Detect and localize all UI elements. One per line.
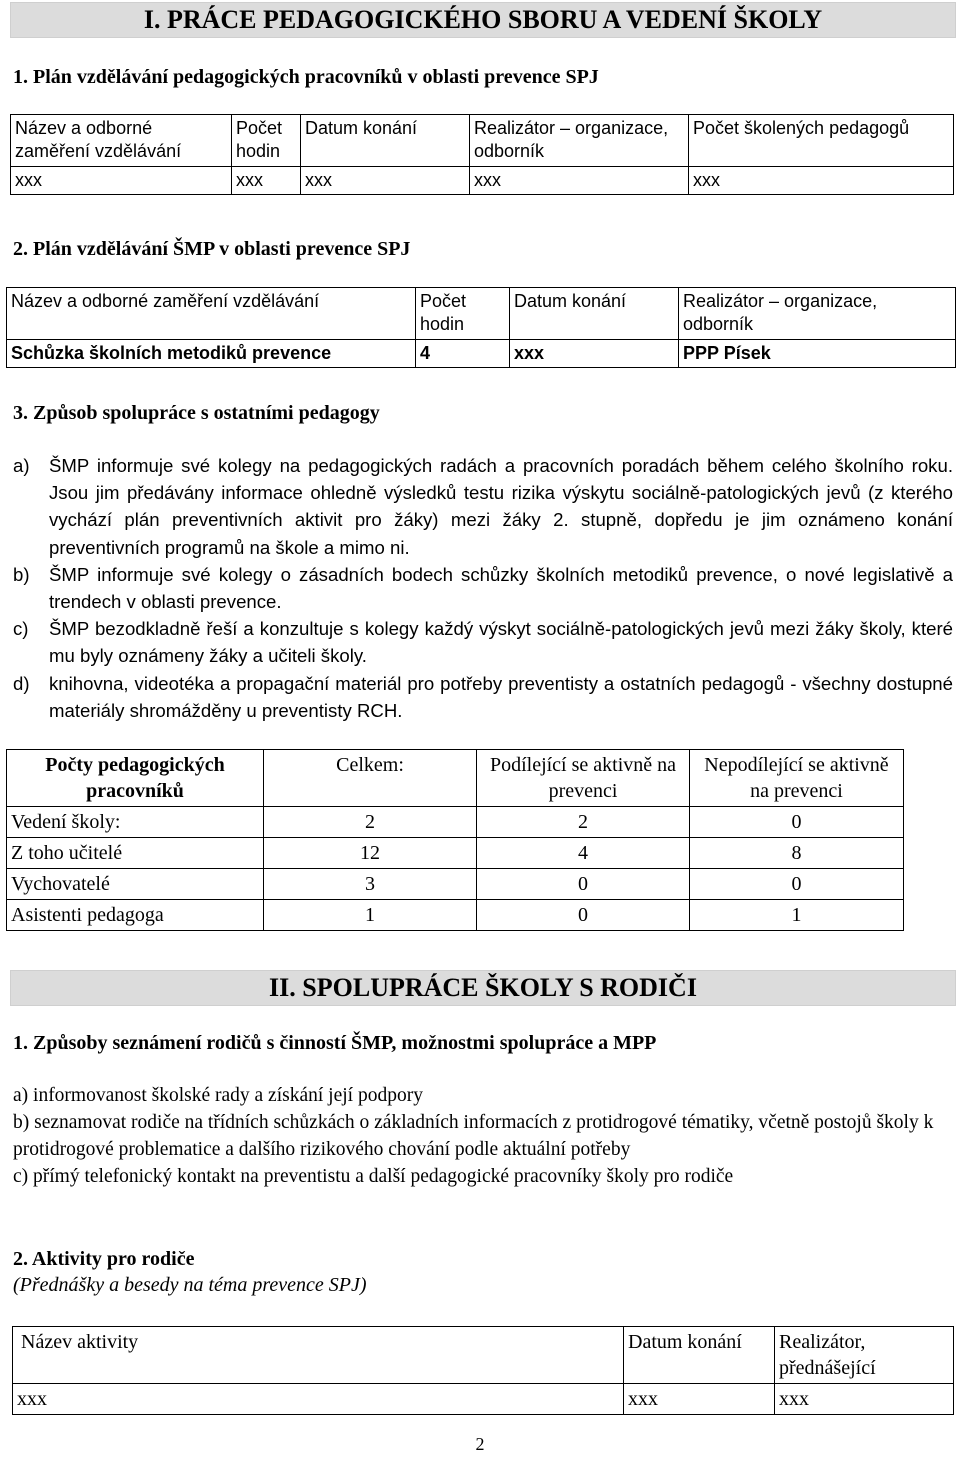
table-cell: 12 (264, 838, 477, 869)
table-cell: xxx (689, 166, 954, 194)
table-cell: Z toho učitelé (7, 838, 264, 869)
list-item: c) přímý telefonický kontakt na preventistu a další pedagogické pracovníky školy pro rodiče (13, 1165, 734, 1187)
parent-information-list (13, 1083, 943, 1191)
table-header-cell: Název a odborné zaměření vzdělávání (7, 288, 416, 340)
table-cell: 8 (690, 838, 904, 869)
heading-parent-information: 1. Způsoby seznámení rodičů s činností ŠMP, možnostmi spolupráce a MPP (13, 1032, 657, 1054)
table-cell: 0 (477, 900, 690, 931)
table-header-row (13, 1327, 954, 1384)
table-header-cell: Datum konání (624, 1327, 775, 1384)
cooperation-list (13, 452, 953, 724)
table-header-cell: Počet hodin (416, 288, 510, 340)
table-cell: xxx (13, 1384, 624, 1415)
table-cell: 1 (264, 900, 477, 931)
heading-plan-pedagogues: 1. Plán vzdělávání pedagogických pracovníků v oblasti prevence SPJ (13, 66, 599, 88)
table-parent-activities (12, 1326, 954, 1415)
table-header-cell: Realizátor – organizace, odborník (470, 115, 689, 167)
table-cell: Vychovatelé (7, 869, 264, 900)
table-cell: 4 (416, 339, 510, 367)
table-cell: xxx (775, 1384, 954, 1415)
list-text: knihovna, videotéka a propagační materiál pro potřeby preventisty a ostatních pedagogů - všechny dostupné materiály shromážděny u preventisty RCH. (49, 672, 953, 721)
table-cell: xxx (624, 1384, 775, 1415)
list-text: ŠMP informuje své kolegy na pedagogických radách a pracovních poradách během celého školního roku. Jsou jim předávány informace ohledně výsledků testu rizika výskytu sociálně-patologických jevů (z kterého vychází plán preventivních aktivit pro žáky) mezi žáky 2. stupně, dopředu je jim oznámeno konání preventivních programů na škole a mimo ni. (49, 455, 953, 558)
list-item: a) informovanost školské rady a získání její podpory (13, 1085, 423, 1106)
table-header-cell: Počty pedagogických pracovníků (7, 750, 264, 807)
list-item (13, 452, 953, 561)
table-header-cell: Celkem: (264, 750, 477, 807)
table-header-cell: Realizátor, přednášející (775, 1327, 954, 1384)
table-header-cell: Datum konání (510, 288, 679, 340)
heading-cooperation: 3. Způsob spolupráce s ostatními pedagogy (13, 402, 380, 424)
table-cell: 3 (264, 869, 477, 900)
table-cell: xxx (301, 166, 470, 194)
table-cell: 0 (477, 869, 690, 900)
table-cell: 2 (477, 807, 690, 838)
list-text: ŠMP informuje své kolegy o zásadních bodech schůzky školních metodiků prevence, o nové legislativě a trendech v oblasti prevence. (49, 563, 953, 613)
table-pedagogue-training (10, 114, 954, 195)
table-header-cell: Název a odborné zaměření vzdělávání (11, 115, 232, 167)
table-cell: xxx (232, 166, 301, 194)
table-cell: PPP Písek (679, 339, 956, 367)
table-row (7, 838, 904, 869)
table-header-row (11, 115, 954, 167)
list-text: ŠMP bezodkladně řeší a konzultuje s kolegy každý výskyt sociálně-patologických jevů mezi žáky školy, které mu byly oznámeny žáky a učiteli školy. (49, 618, 953, 667)
table-header-cell: Nepodílející se aktivně na prevenci (690, 750, 904, 807)
list-item (13, 615, 953, 669)
table-row (7, 807, 904, 838)
heading-parent-activities: 2. Aktivity pro rodiče (13, 1248, 195, 1270)
table-smp-training (6, 287, 956, 368)
table-row (13, 1384, 954, 1415)
page-number: 2 (475, 1434, 485, 1454)
table-cell: xxx (11, 166, 232, 194)
table-row (7, 339, 956, 367)
table-cell: 1 (690, 900, 904, 931)
list-item (13, 561, 953, 615)
list-marker: d) (13, 672, 30, 694)
section-title: II. SPOLUPRÁCE ŠKOLY S RODIČI (10, 970, 956, 1006)
section-title: I. PRÁCE PEDAGOGICKÉHO SBORU A VEDENÍ ŠKOLY (10, 2, 956, 38)
table-header-cell: Podílející se aktivně na prevenci (477, 750, 690, 807)
table-header-row (7, 288, 956, 340)
table-cell: 2 (264, 807, 477, 838)
list-marker: b) (13, 563, 30, 585)
heading-plan-smp: 2. Plán vzdělávání ŠMP v oblasti prevence SPJ (13, 238, 411, 260)
table-row (7, 900, 904, 931)
table-cell: xxx (470, 166, 689, 194)
table-staff-counts (6, 749, 904, 931)
table-header-row (7, 750, 904, 807)
table-cell: 0 (690, 807, 904, 838)
table-cell: Vedení školy: (7, 807, 264, 838)
table-header-cell: Datum konání (301, 115, 470, 167)
table-header-cell: Název aktivity (13, 1327, 624, 1384)
table-cell: xxx (510, 339, 679, 367)
table-header-cell: Počet školených pedagogů (689, 115, 954, 167)
list-marker: a) (13, 455, 30, 476)
table-header-cell: Počet hodin (232, 115, 301, 167)
list-item (13, 670, 953, 724)
list-item: b) seznamovat rodiče na třídních schůzkách o základních informacích z protidrogové tématiky, včetně postojů školy k protidrogové problematice a dalšího rizikového chování podle aktuální potřeby (13, 1111, 934, 1160)
table-cell: Schůzka školních metodiků prevence (7, 339, 416, 367)
table-cell: 4 (477, 838, 690, 869)
table-header-cell: Realizátor – organizace, odborník (679, 288, 956, 340)
activities-note: (Přednášky a besedy na téma prevence SPJ) (13, 1274, 367, 1296)
table-row (7, 869, 904, 900)
list-marker: c) (13, 618, 29, 640)
table-cell: Asistenti pedagoga (7, 900, 264, 931)
table-row (11, 166, 954, 194)
table-cell: 0 (690, 869, 904, 900)
